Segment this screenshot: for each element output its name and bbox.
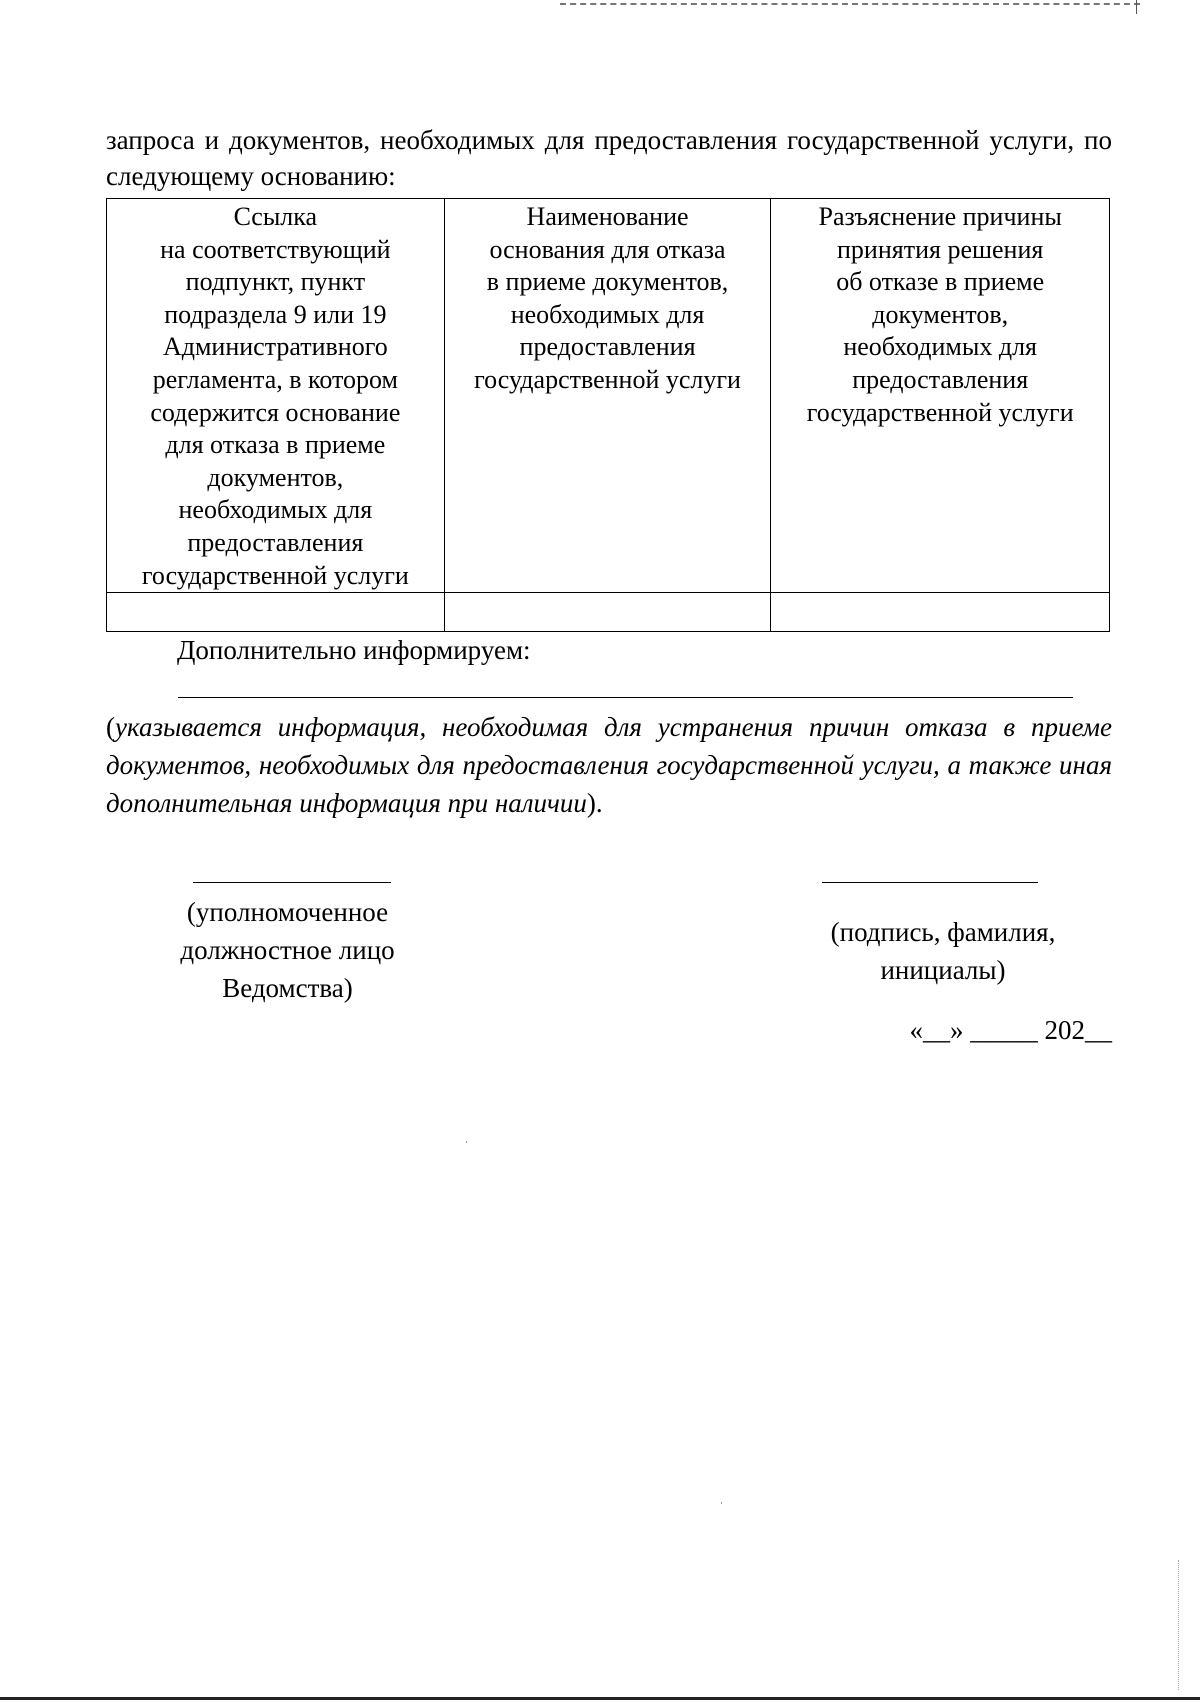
table-row [107, 593, 1110, 632]
signature-caption: (подпись, фамилия, инициалы) [830, 917, 1056, 985]
official-fill-line [193, 882, 391, 883]
scan-artifact-right-edge [1178, 1560, 1179, 1690]
scan-speck [721, 1502, 722, 1504]
additional-info-note [106, 708, 1112, 822]
note-close-paren: ). [586, 788, 603, 818]
table-cell-explanation [771, 593, 1110, 632]
additional-info-fill-line [178, 697, 1073, 698]
header-cell-reference: Ссылка на соответствующий подпункт, пункт подраздела 9 или 19 Административного регламента, в котором содержится основание для отказа в приеме документов, необходимых для предоставления государственной услуги [107, 199, 445, 593]
table-header-row [107, 199, 1110, 593]
signature-fill-line [822, 882, 1038, 883]
scan-artifact-top-line [560, 3, 1140, 5]
note-open-paren: ( [106, 712, 115, 742]
scan-speck [466, 1141, 467, 1143]
official-caption: (уполномоченное должностное лицо Ведомства) [180, 897, 395, 1003]
header-cell-explanation: Разъяснение причины принятия решения об отказе в приеме документов, необходимых для предоставления государственной услуги [771, 199, 1110, 593]
note-text: указывается информация, необходимая для устранения причин отказа в приеме документов, необходимых для предоставления государственной услуги, а также иная дополнительная информация при наличии [106, 712, 1112, 818]
table-cell-ground-name [444, 593, 771, 632]
header-cell-ground-name: Наименование основания для отказа в приеме документов, необходимых для предоставления государственной услуги [444, 199, 771, 593]
refusal-grounds-table [106, 198, 1110, 632]
date-line: «__» _____ 202__ [909, 1015, 1112, 1045]
additional-info-label: Дополнительно информируем: [177, 635, 531, 665]
table-cell-reference [107, 593, 445, 632]
scan-artifact-bottom-line [0, 1697, 1200, 1700]
intro-paragraph: запроса и документов, необходимых для предоставления государственной услуги, по следующему основанию: [106, 125, 1112, 191]
scan-artifact-corner-mark [1136, 0, 1137, 14]
